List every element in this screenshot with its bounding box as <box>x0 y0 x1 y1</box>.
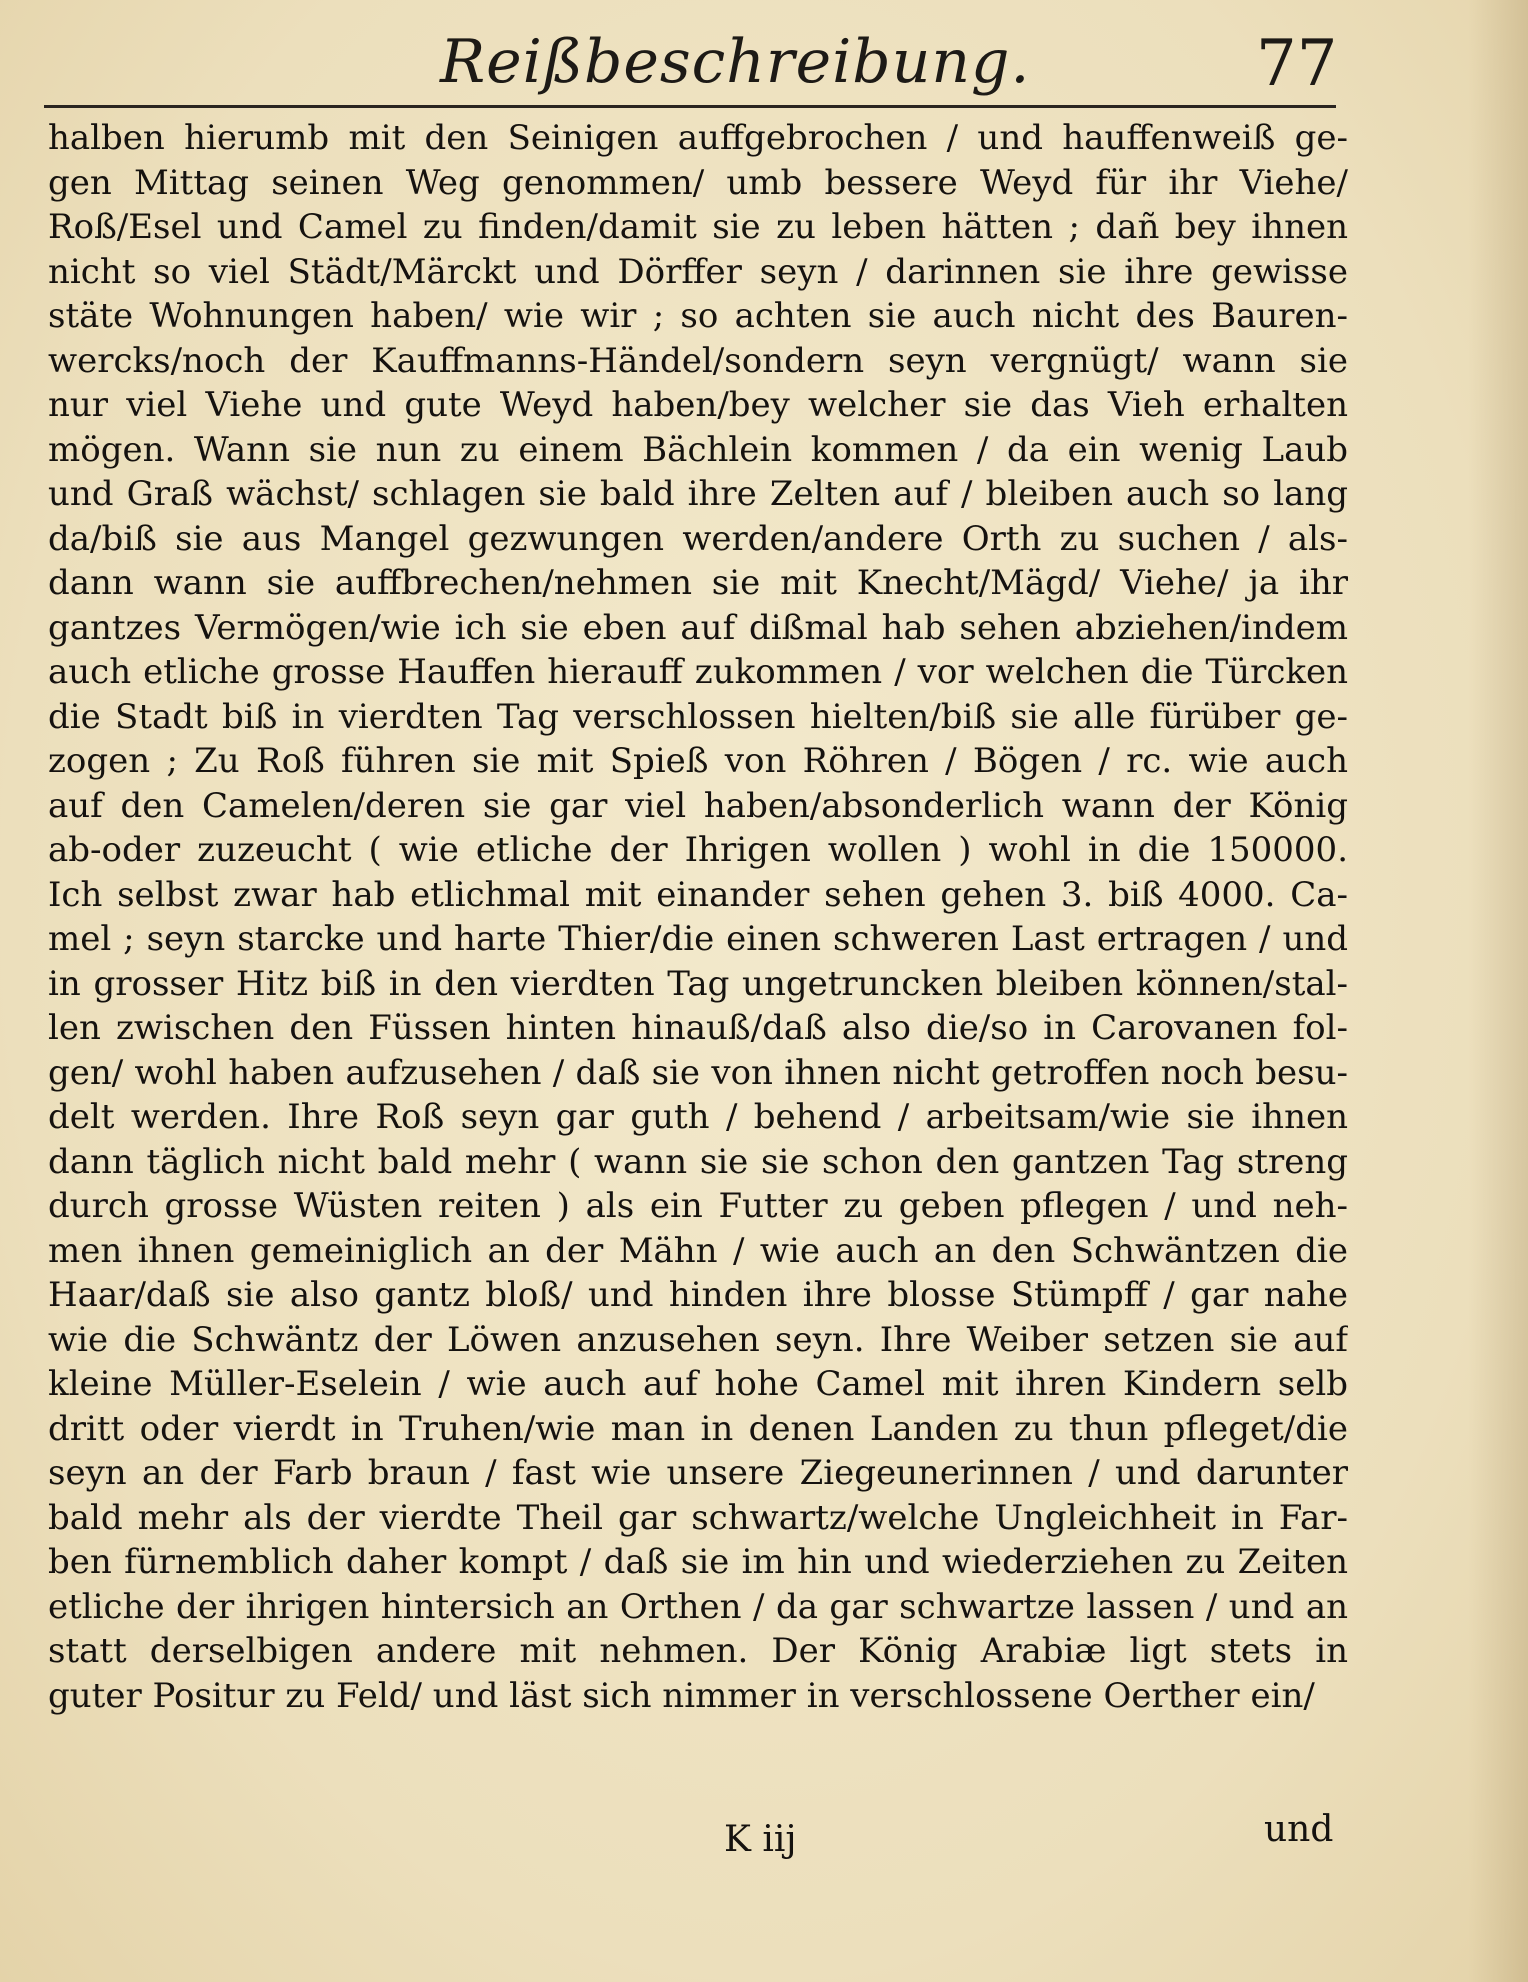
body-text <box>48 116 1348 1718</box>
text-line: dann wann sie auffbrechen/nehmen sie mit Knecht/Mägd/ Viehe/ ja ihr <box>48 563 1348 603</box>
text-line: Ich selbst zwar hab etlichmal mit einander sehen gehen 3. biß 4000. Ca- <box>48 874 1348 915</box>
signature-mark: K iij <box>724 1819 797 1860</box>
catchword: und <box>1264 1809 1334 1850</box>
text-line: Roß/Esel und Camel zu finden/damit sie zu leben hätten ; dañ bey ihnen <box>48 207 1348 247</box>
text-line: durch grosse Wüsten reiten ) als ein Futter zu geben pflegen / und neh- <box>48 1186 1348 1226</box>
text-line: kleine Müller-Eselein / wie auch auf hohe Camel mit ihren Kindern selb <box>48 1364 1348 1404</box>
text-line: in grosser Hitz biß in den vierdten Tag ungetruncken bleiben können/stal- <box>48 963 1348 1004</box>
text-line: und Graß wächst/ schlagen sie bald ihre Zelten auf / bleiben auch so lang <box>48 474 1348 514</box>
text-line: zogen ; Zu Roß führen sie mit Spieß von Röhren / Bögen / rc. wie auch <box>48 741 1348 781</box>
text-line: delt werden. Ihre Roß seyn gar guth / behend / arbeitsam/wie sie ihnen <box>48 1097 1348 1137</box>
text-line: ben fürnemblich daher kompt / daß sie im hin und wiederziehen zu Zeiten <box>48 1542 1348 1582</box>
text-line: seyn an der Farb braun / fast wie unsere Ziegeunerinnen / und darunter <box>48 1453 1348 1493</box>
text-line: nicht so viel Städt/Märckt und Dörffer seyn / darinnen sie ihre gewisse <box>48 251 1348 292</box>
text-line: auch etliche grosse Hauffen hierauff zukommen / vor welchen die Türcken <box>48 652 1348 692</box>
text-line: Haar/daß sie also gantz bloß/ und hinden ihre blosse Stümpff / gar nahe <box>48 1275 1348 1315</box>
page-number: 77 <box>1256 27 1338 101</box>
text-line: ab-oder zuzeucht ( wie etliche der Ihrigen wollen ) wohl in die 150000. <box>48 830 1348 870</box>
text-line: stäte Wohnungen haben/ wie wir ; so achten sie auch nicht des Bauren- <box>48 296 1348 336</box>
text-line: gen/ wohl haben aufzusehen / daß sie von ihnen nicht getroffen noch besu- <box>48 1052 1348 1093</box>
text-line: wercks/noch der Kauffmanns-Händel/sondern seyn vergnügt/ wann sie <box>48 340 1348 381</box>
text-line: die Stadt biß in vierdten Tag verschlossen hielten/biß sie alle fürüber ge- <box>48 696 1348 737</box>
text-line: len zwischen den Füssen hinten hinauß/daß also die/so in Carovanen fol- <box>48 1008 1348 1048</box>
header-rule <box>44 105 1336 108</box>
text-line: gantzes Vermögen/wie ich sie eben auf dißmal hab sehen abziehen/indem <box>48 607 1348 648</box>
text-line: halben hierumb mit den Seinigen auffgebrochen / und hauffenweiß ge- <box>48 118 1348 158</box>
text-line: da/biß sie aus Mangel gezwungen werden/andere Orth zu suchen / als- <box>48 518 1348 559</box>
text-line: statt derselbigen andere mit nehmen. Der König Arabiæ ligt stets in <box>48 1631 1348 1671</box>
text-line: men ihnen gemeiniglich an der Mähn / wie auch an den Schwäntzen die <box>48 1230 1348 1271</box>
text-line: dann täglich nicht bald mehr ( wann sie sie schon den gantzen Tag streng <box>48 1141 1348 1182</box>
text-line: guter Positur zu Feld/ und läst sich nimmer in verschlossene Oerther ein/ <box>48 1675 1315 1716</box>
text-line: wie die Schwäntz der Löwen anzusehen seyn. Ihre Weiber setzen sie auf <box>48 1319 1348 1360</box>
text-line: gen Mittag seinen Weg genommen/ umb bessere Weyd für ihr Viehe/ <box>48 162 1348 203</box>
text-line: mel ; seyn starcke und harte Thier/die einen schweren Last ertragen / und <box>48 919 1348 959</box>
text-line: nur viel Viehe und gute Weyd haben/bey welcher sie das Vieh erhalten <box>48 385 1348 425</box>
text-line: etliche der ihrigen hintersich an Orthen / da gar schwartze lassen / und an <box>48 1586 1348 1627</box>
text-line: dritt oder vierdt in Truhen/wie man in denen Landen zu thun pfleget/die <box>48 1408 1348 1449</box>
text-line: bald mehr als der vierdte Theil gar schwartz/welche Ungleichheit in Far- <box>48 1497 1348 1538</box>
text-line: mögen. Wann sie nun zu einem Bächlein kommen / da ein wenig Laub <box>48 429 1348 470</box>
text-line: auf den Camelen/deren sie gar viel haben/absonderlich wann der König <box>48 785 1348 826</box>
running-head: Reißbeschreibung. <box>440 27 1031 97</box>
